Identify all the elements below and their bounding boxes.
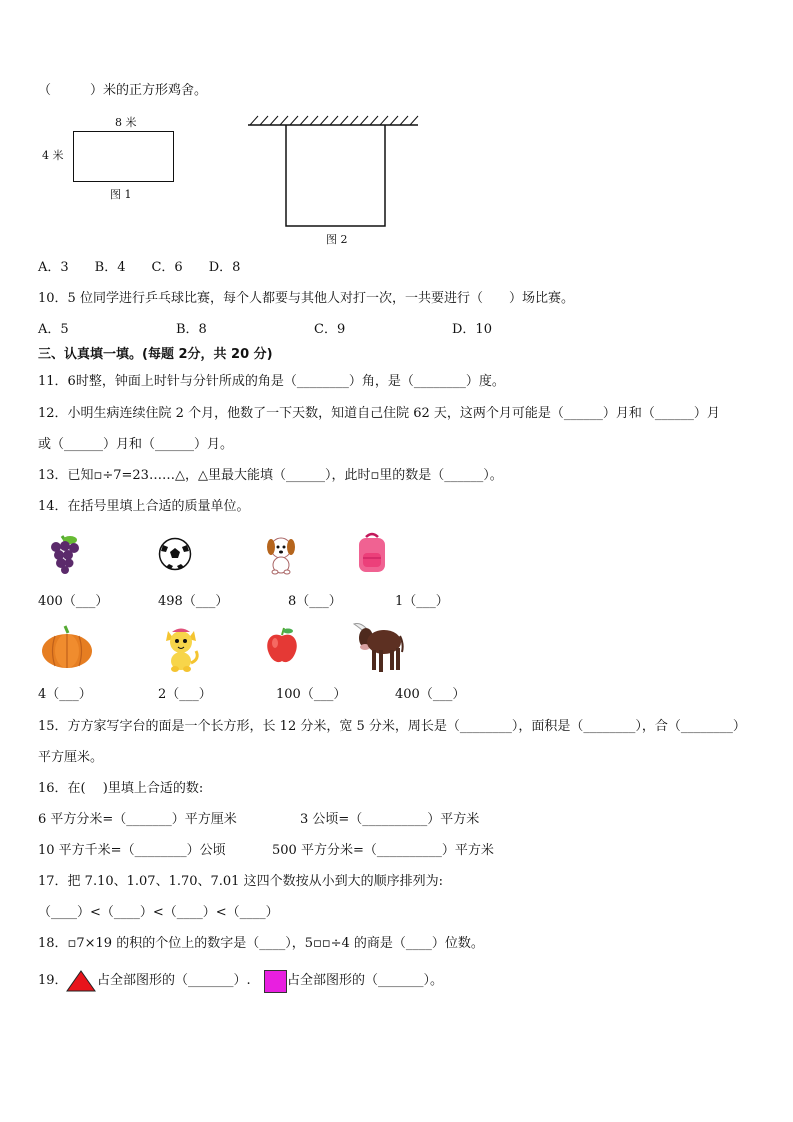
q16-a: 6 平方分米=（_______）平方厘米 [38,812,237,827]
pumpkin-icon [40,624,94,670]
fig1-height-label: 4 米 [42,149,64,162]
q14-item-1: 400（___） [38,594,109,609]
q10-option-b: B．8 [176,322,207,337]
q14-item-3: 8（___） [288,594,342,609]
fig2-caption: 图 2 [326,233,348,246]
red-triangle-icon [66,970,96,992]
fig2-diagram [246,113,422,231]
q10-option-d: D．10 [452,322,492,337]
q19-number: 19． [38,973,68,988]
puppy-icon [262,534,300,576]
q14-item-7: 100（___） [276,687,347,702]
q10-option-c: C．9 [314,322,346,337]
fig1-rectangle [73,131,174,182]
backpack-icon [354,531,390,575]
q14-item-5: 4（___） [38,687,92,702]
cat-icon [160,625,202,673]
q19-part2: 占全部图形的（_______）。 [287,973,444,988]
q14-item-6: 2（___） [158,687,212,702]
q9-options: A．3 B．4 C．6 D．8 [38,260,241,275]
q15-line2: 平方厘米。 [38,750,104,765]
q14-item-8: 400（___） [395,687,466,702]
q19-part1: 占全部图形的（_______）. [97,973,251,988]
q9-line: （ ）米的正方形鸡舍。 [38,83,208,98]
q17-answer: （____）<（____）<（____）<（____） [38,905,279,920]
q10-option-a: A．5 [38,322,69,337]
grapes-icon [46,534,82,576]
fig1-caption: 图 1 [110,188,132,201]
section-title: 三、认真填一填。(每题 2分，共 20 分) [38,347,273,362]
q15-line1: 15．方方家写字台的面是一个长方形，长 12 分米，宽 5 分米，周长是（________），面积是（________），合（________） [38,719,746,734]
q14-item-4: 1（___） [395,594,449,609]
q14-item-2: 498（___） [158,594,229,609]
apple-icon [265,627,299,665]
fig1-width-label: 8 米 [115,116,137,129]
q16-text: 16．在( )里填上合适的数: [38,781,204,796]
q11-text: 11．6时整，钟面上时针与分针所成的角是（________）角，是（________）度。 [38,374,505,389]
q16-c: 10 平方千米=（________）公顷 [38,843,226,858]
q14-text: 14．在括号里填上合适的质量单位。 [38,499,250,514]
q12-line2: 或（______）月和（______）月。 [38,437,234,452]
q16-d: 500 平方分米=（__________）平方米 [272,843,494,858]
q17-text: 17．把 7.10、1.07、1.70、7.01 这四个数按从小到大的顺序排列为: [38,874,443,889]
q12-line1: 12．小明生病连续住院 2 个月，他数了一下天数，知道自己住院 62 天，这两个月可能是（______）月和（______）月 [38,406,720,421]
q13-text: 13．已知▫÷7=23……△，△里最大能填（______），此时▫里的数是（______）。 [38,468,503,483]
q10-text: 10．5 位同学进行乒乓球比赛，每个人都要与其他人对打一次，一共要进行（ ）场比赛。 [38,291,574,306]
q16-b: 3 公顷=（__________）平方米 [300,812,480,827]
cow-icon [352,618,404,678]
soccer-ball-icon [158,537,192,571]
q18-text: 18．▫7×19 的积的个位上的数字是（____），5▫▫÷4 的商是（____）位数。 [38,936,484,951]
magenta-square-icon [264,970,287,993]
